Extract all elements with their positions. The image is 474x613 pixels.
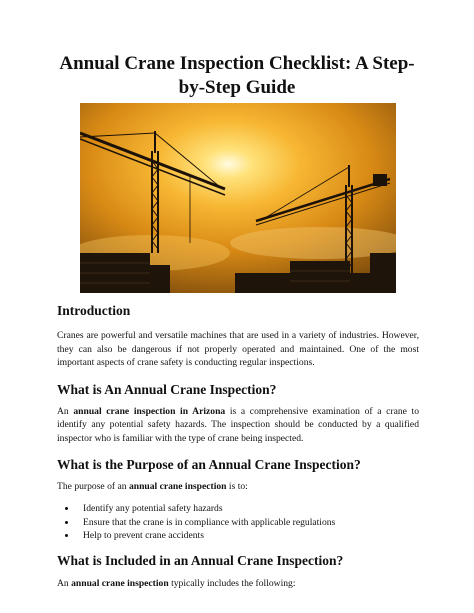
article-body	[57, 300, 419, 591]
purpose-bullet-list	[57, 502, 419, 543]
list-item: • Ensure that the crane is in compliance with applicable regulations	[77, 516, 419, 530]
bold-term: annual crane inspection	[71, 577, 169, 589]
bold-term: annual crane inspection	[128, 480, 227, 492]
section-heading-included: What is Included in an Annual Crane Inspection?	[57, 552, 344, 568]
bold-term: annual crane inspection in Arizona	[73, 405, 226, 417]
list-item: • Help to prevent crane accidents	[77, 529, 419, 543]
list-item: • Identify any potential safety hazards	[77, 502, 419, 516]
section-heading-introduction: Introduction	[57, 303, 131, 318]
included-paragraph: An annual crane inspection typically includes the following:	[57, 577, 296, 589]
purpose-paragraph: The purpose of an annual crane inspection is to:	[57, 480, 248, 492]
section-heading-purpose: What is the Purpose of an Annual Crane Inspection?	[57, 456, 361, 472]
introduction-paragraph: Cranes are powerful and versatile machines that are used in a variety of industries. However, they can also be dangerous if not properly operated and maintained. One of the most important aspects of crane safety is conducting regular inspections.	[57, 330, 419, 369]
section-heading-what-is: What is An Annual Crane Inspection?	[57, 381, 277, 397]
what-is-paragraph: An annual crane inspection in Arizona is a comprehensive examination of a crane to identify any potential safety hazards. The inspection should be conducted by a qualified inspector who is familiar with the type of crane being inspected.	[57, 405, 419, 444]
page-title: Annual Crane Inspection Checklist: A Step-by-Step Guide	[59, 53, 415, 98]
hero-image-cranes-sunset	[80, 103, 396, 293]
